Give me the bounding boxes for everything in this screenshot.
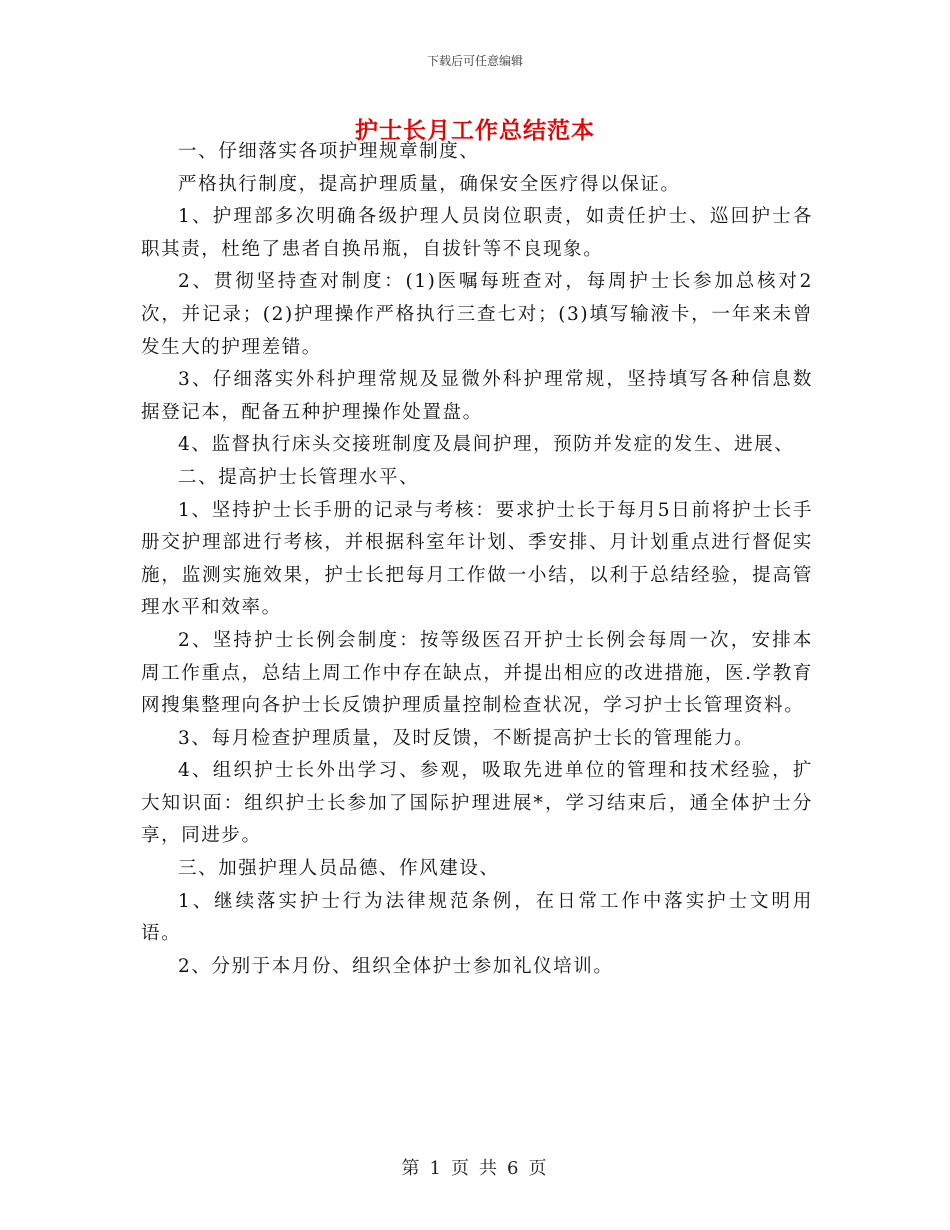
paragraph: 4、组织护士长外出学习、参观，吸取先进单位的管理和技术经验，扩大知识面：组织护士长参加了国际护理进展*，学习结束后，通全体护士分享，同进步。 — [141, 760, 813, 847]
paragraph: 2、分别于本月份、组织全体护士参加礼仪培训。 — [178, 955, 614, 977]
paragraph: 1、坚持护士长手册的记录与考核：要求护士长于每月5日前将护士长手册交护理部进行考核，并根据科室年计划、季安排、月计划重点进行督促实施，监测实施效果，护士长把每月工作做一小结，以利于总结经验，提高管理水平和效率。 — [141, 499, 813, 619]
paragraph: 2、贯彻坚持查对制度：(1)医嘱每班查对，每周护士长参加总核对2次，并记录；(2)护理操作严格执行三查七对；(3)填写输液卡，一年来未曾发生大的护理差错。 — [141, 271, 813, 358]
paragraph: 1、护理部多次明确各级护理人员岗位职责，如责任护士、巡回护士各职其责，杜绝了患者自换吊瓶，自拔针等不良现象。 — [141, 206, 813, 260]
paragraph: 严格执行制度，提高护理质量，确保安全医疗得以保证。 — [178, 173, 681, 195]
paragraph: 三、加强护理人员品德、作风建设、 — [178, 858, 500, 880]
footer-page-word: 页 — [451, 1158, 471, 1179]
paragraph: 3、每月检查护理质量，及时反馈，不断提高护士长的管理能力。 — [178, 727, 755, 749]
current-page-number: 1 — [429, 1158, 443, 1179]
paragraph: 3、仔细落实外科护理常规及显微外科护理常规，坚持填写各种信息数据登记本，配备五种护理操作处置盘。 — [141, 369, 813, 423]
page-footer — [0, 1154, 950, 1180]
total-pages-number: 6 — [507, 1158, 521, 1179]
document-body — [141, 136, 813, 983]
document-title: 护士长月工作总结范本 — [355, 117, 595, 144]
footer-suffix: 页 — [528, 1158, 549, 1179]
footer-total-word: 共 — [479, 1158, 499, 1179]
page-header: 下载后可任意编辑 — [426, 54, 523, 68]
paragraph: 4、监督执行床头交接班制度及晨间护理，预防并发症的发生、进展、 — [178, 434, 795, 456]
footer-prefix: 第 — [401, 1158, 422, 1179]
paragraph: 二、提高护士长管理水平、 — [178, 466, 420, 488]
paragraph: 一、仔细落实各项护理规章制度、 — [178, 141, 480, 162]
paragraph: 1、继续落实护士行为法律规范条例，在日常工作中落实护士文明用语。 — [141, 890, 813, 945]
paragraph: 2、坚持护士长例会制度：按等级医召开护士长例会每周一次，安排本周工作重点，总结上周工作中存在缺点，并提出相应的改进措施，医.学教育网搜集整理向各护士长反馈护理质量控制检查状况，学习护士长管理资料。 — [141, 629, 813, 717]
